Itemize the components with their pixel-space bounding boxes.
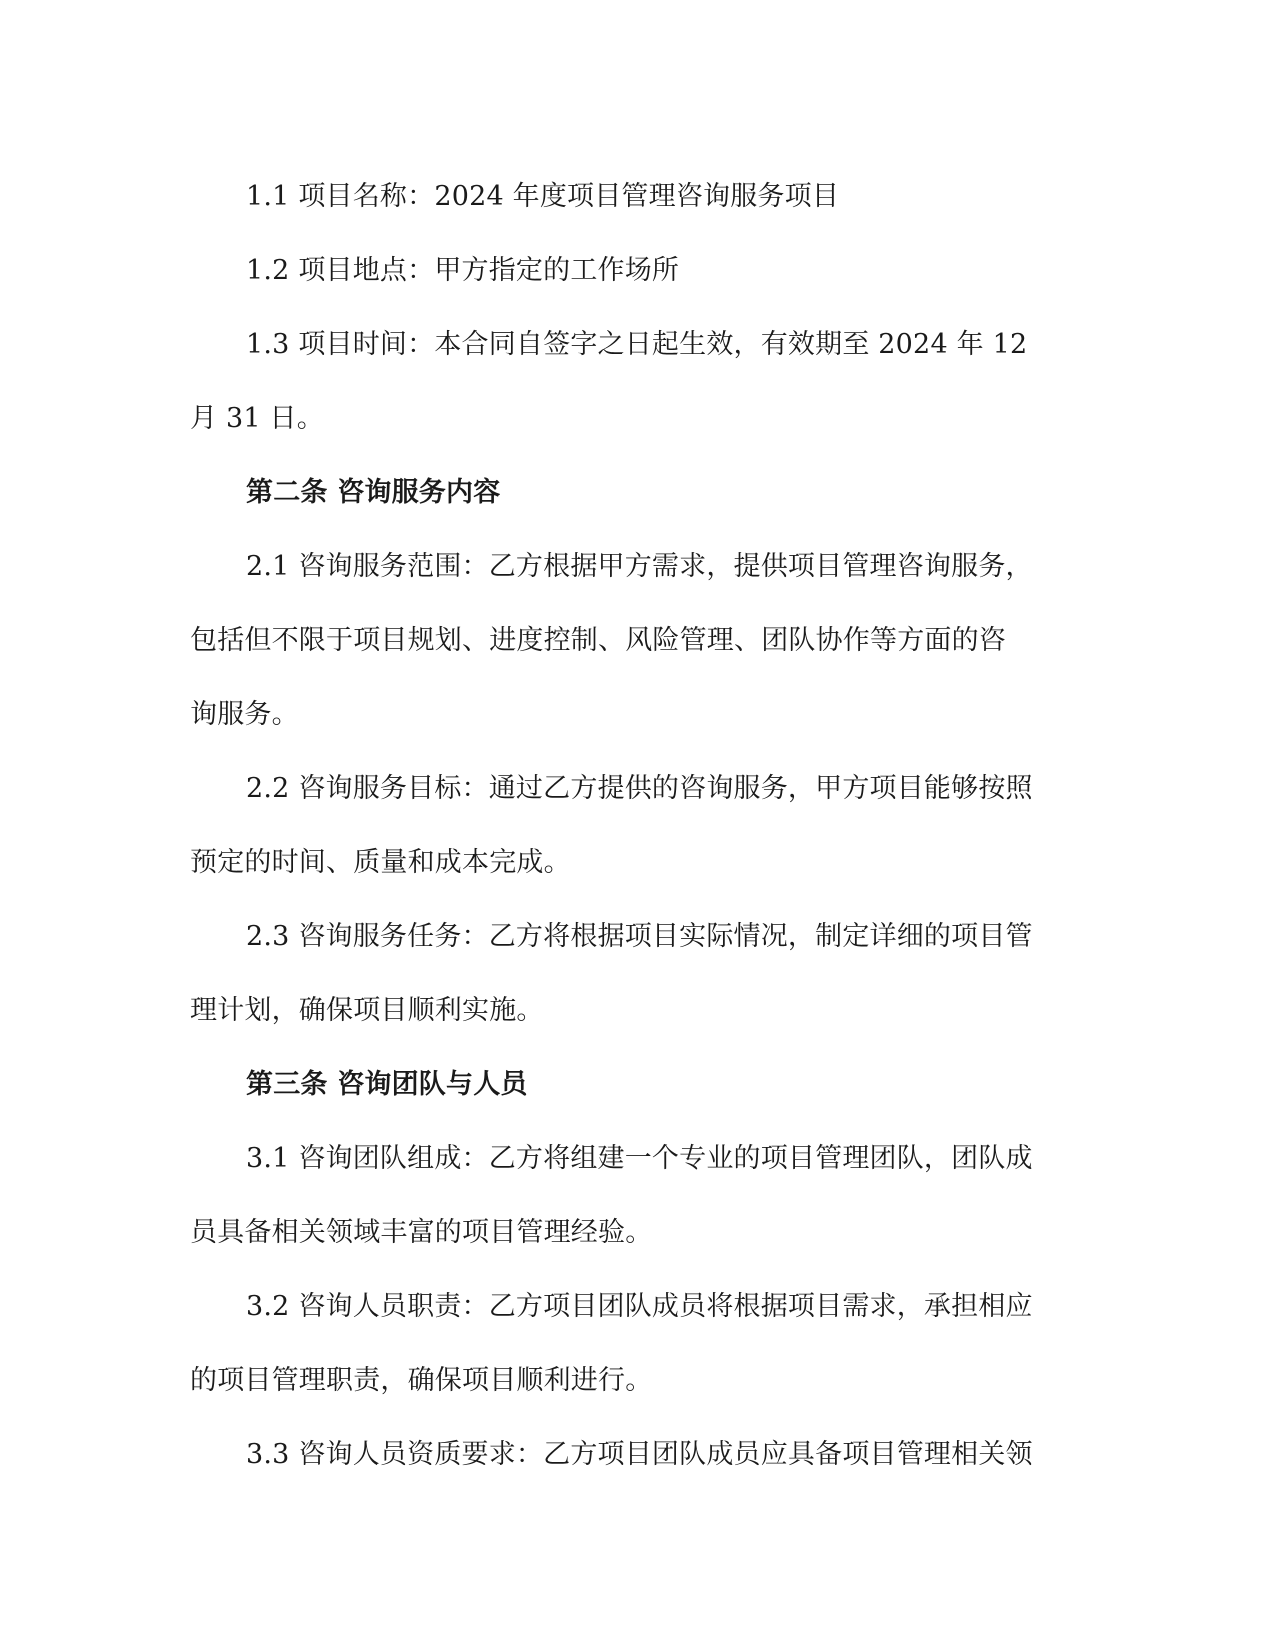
article-3-heading: 第三条 咨询团队与人员: [246, 1069, 528, 1100]
clause-1-1-line: 1.1 项目名称：2024 年度项目管理咨询服务项目: [246, 181, 840, 212]
clause-3-3-line: 3.3 咨询人员资质要求：乙方项目团队成员应具备项目管理相关领: [246, 1439, 1033, 1470]
clause-2-1-continuation-2: 询服务。: [190, 699, 299, 730]
article-2-heading: 第二条 咨询服务内容: [246, 477, 501, 508]
clause-3-1-continuation: 员具备相关领域丰富的项目管理经验。: [190, 1217, 653, 1248]
clause-2-2-continuation: 预定的时间、质量和成本完成。: [190, 847, 571, 878]
clause-3-1-line: 3.1 咨询团队组成：乙方将组建一个专业的项目管理团队，团队成: [246, 1143, 1033, 1174]
clause-2-3-line: 2.3 咨询服务任务：乙方将根据项目实际情况，制定详细的项目管: [246, 921, 1033, 952]
clause-3-2-line: 3.2 咨询人员职责：乙方项目团队成员将根据项目需求，承担相应: [246, 1291, 1033, 1322]
clause-2-1-line: 2.1 咨询服务范围：乙方根据甲方需求，提供项目管理咨询服务，: [246, 551, 1033, 582]
clause-1-2-line: 1.2 项目地点：甲方指定的工作场所: [246, 255, 680, 286]
clause-2-1-continuation-1: 包括但不限于项目规划、进度控制、风险管理、团队协作等方面的咨: [190, 625, 1006, 656]
document-body: [190, 160, 1090, 1492]
clause-1-3-continuation: 月 31 日。: [190, 403, 324, 434]
clause-2-3-continuation: 理计划，确保项目顺利实施。: [190, 995, 544, 1026]
clause-1-3-line: 1.3 项目时间：本合同自签字之日起生效，有效期至 2024 年 12: [246, 329, 1028, 360]
clause-3-2-continuation: 的项目管理职责，确保项目顺利进行。: [190, 1365, 653, 1396]
clause-2-2-line: 2.2 咨询服务目标：通过乙方提供的咨询服务，甲方项目能够按照: [246, 773, 1033, 804]
